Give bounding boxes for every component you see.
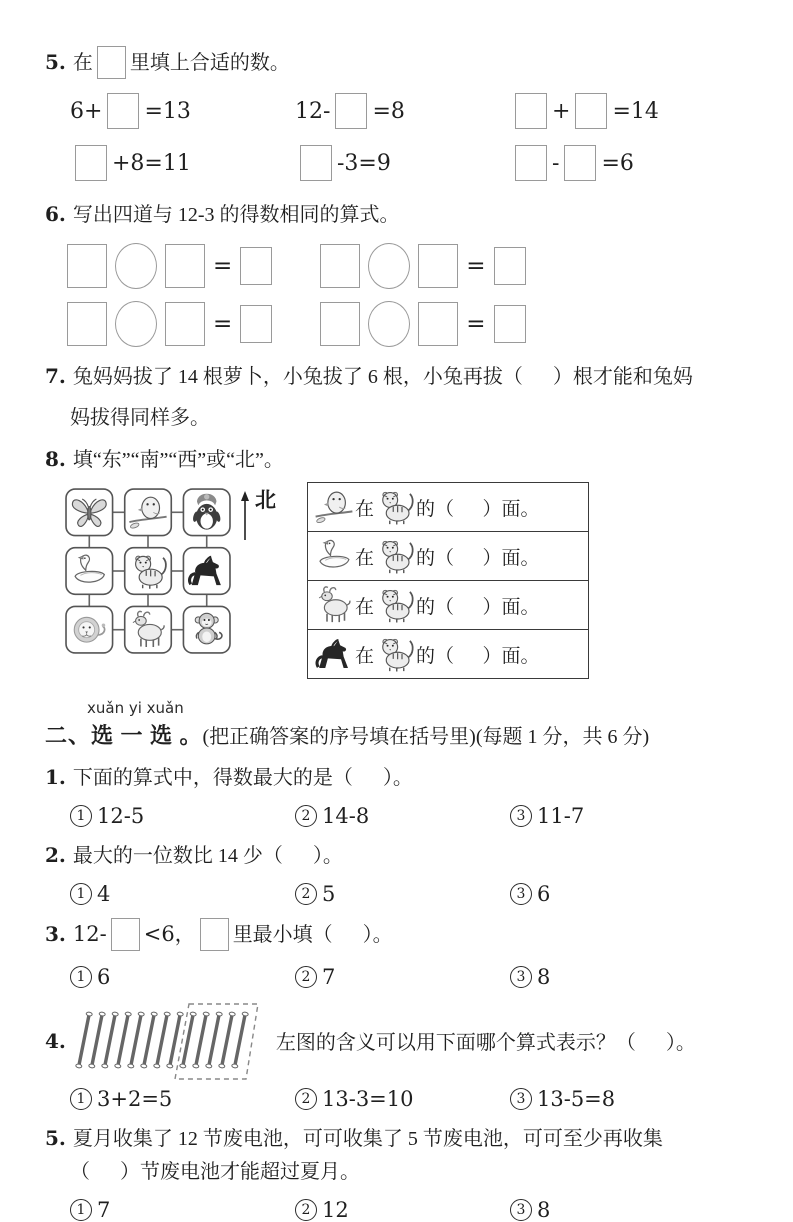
compass-label: 北: [255, 488, 276, 512]
equation: +8=11: [70, 145, 295, 181]
blank-box[interactable]: [200, 918, 229, 951]
option-3: 3 13-5=8: [510, 1087, 755, 1111]
option-2: 2 5: [295, 882, 510, 906]
blank-box[interactable]: [67, 244, 107, 288]
circled-number: 2: [295, 883, 317, 905]
circled-number: 1: [70, 1199, 92, 1221]
question-8-title: 8. 填“东”“南”“西”或“北”。: [45, 447, 284, 471]
circled-number: 1: [70, 966, 92, 988]
question-number: 7.: [45, 364, 66, 388]
equation-template: =: [320, 243, 525, 289]
blank-box[interactable]: [107, 93, 139, 129]
circled-number: 1: [70, 883, 92, 905]
direction-blank[interactable]: 的（ ）面。: [416, 498, 540, 520]
blank-box[interactable]: [165, 302, 205, 346]
blank-box[interactable]: [240, 305, 272, 343]
circled-number: 2: [295, 1199, 317, 1221]
circled-number: 3: [510, 883, 532, 905]
option-1: 1 4: [70, 882, 295, 906]
circled-number: 3: [510, 1088, 532, 1110]
s2-question-3: 3. 12- <6， 里最小填（ ）。: [45, 918, 755, 955]
blank-box[interactable]: [494, 305, 526, 343]
compass: [237, 490, 276, 542]
pinyin-annotation: xuǎn yi xuǎn: [87, 699, 184, 717]
equation-template: =: [67, 301, 272, 347]
q6-row: [67, 301, 755, 347]
table-row: 在 的（ ）面。: [308, 483, 588, 532]
question-7: [45, 361, 755, 434]
q5-equations: [70, 93, 755, 181]
option-3: 3 8: [510, 965, 755, 989]
options-row: [70, 882, 755, 906]
question-number: 8.: [45, 447, 66, 471]
table-row: 在 的（ ）面。: [308, 581, 588, 630]
s2-question-4: 4. 左图的含义可以用下面哪个算式表示？（ ）。: [45, 1001, 755, 1081]
equation: 6+ =13: [70, 93, 295, 129]
blank-box[interactable]: [494, 247, 526, 285]
operator-circle[interactable]: [115, 301, 157, 347]
circled-number: 2: [295, 966, 317, 988]
animal-grid-figure: [65, 488, 231, 654]
q6-row: [67, 243, 755, 289]
swan-icon: [313, 535, 355, 577]
option-2: 2 7: [295, 965, 510, 989]
direction-table: [307, 482, 589, 679]
options-row: [70, 965, 755, 989]
s2-question-2: 2. 最大的一位数比 14 少（ ）。: [45, 842, 343, 867]
tiger-icon: [374, 633, 416, 675]
option-1: 1 6: [70, 965, 295, 989]
blank-box[interactable]: [240, 247, 272, 285]
options-row: [70, 804, 755, 828]
circled-number: 3: [510, 805, 532, 827]
operator-circle[interactable]: [368, 301, 410, 347]
equation-template: =: [67, 243, 272, 289]
equation: - =6: [510, 145, 755, 181]
circled-number: 1: [70, 805, 92, 827]
question-7-line2: 妈拔得同样多。: [70, 407, 210, 429]
blank-box[interactable]: [418, 302, 458, 346]
equation: + =14: [510, 93, 755, 129]
circled-number: 3: [510, 966, 532, 988]
tiger-icon: [374, 535, 416, 577]
circled-number: 1: [70, 1088, 92, 1110]
option-3: 3 8: [510, 1198, 755, 1222]
operator-circle[interactable]: [115, 243, 157, 289]
question-number: 6.: [45, 202, 66, 226]
blank-box[interactable]: [320, 244, 360, 288]
direction-blank[interactable]: 的（ ）面。: [416, 645, 540, 667]
blank-box[interactable]: [575, 93, 607, 129]
blank-box[interactable]: [97, 46, 126, 79]
question-6-title: 6. 写出四道与 12-3 的得数相同的算式。: [45, 202, 400, 226]
option-2: 2 12: [295, 1198, 510, 1222]
s2-question-5-line2: （ ）节废电池才能超过夏月。: [70, 1160, 360, 1183]
options-row: [70, 1087, 755, 1111]
question-number: 5.: [45, 50, 66, 75]
options-row: [70, 1198, 755, 1222]
table-row: 在 的（ ）面。: [308, 532, 588, 581]
sticks-figure: [70, 1001, 262, 1081]
blank-box[interactable]: [320, 302, 360, 346]
operator-circle[interactable]: [368, 243, 410, 289]
section-2-heading: 二、选 一 选 。(把正确答案的序号填在括号里)(每题 1 分，共 6 分): [45, 722, 650, 748]
equation: 12- =8: [295, 93, 510, 129]
blank-box[interactable]: [300, 145, 332, 181]
tiger-icon: [374, 486, 416, 528]
blank-box[interactable]: [418, 244, 458, 288]
blank-box[interactable]: [111, 918, 140, 951]
option-1: 1 3+2=5: [70, 1087, 295, 1111]
equation: -3=9: [295, 145, 510, 181]
question-5-title: 5. 在 里填上合适的数。: [45, 46, 755, 83]
blank-box[interactable]: [75, 145, 107, 181]
blank-box[interactable]: [564, 145, 596, 181]
question-7-line1: 7. 兔妈妈拔了 14 根萝卜，小兔拔了 6 根，小兔再拔（ ）根才能和兔妈: [45, 364, 693, 388]
section-2: [45, 700, 755, 1222]
s2-question-5-line1: 5. 夏月收集了 12 节废电池，可可收集了 5 节废电池，可可至少再收集: [45, 1125, 663, 1150]
q8-figure: [45, 480, 755, 692]
circled-number: 2: [295, 1088, 317, 1110]
blank-box[interactable]: [515, 93, 547, 129]
horse-icon: [313, 633, 355, 675]
north-arrow-icon: [237, 490, 253, 542]
equation-template: =: [320, 301, 525, 347]
s2-question-1: 1. 下面的算式中，得数最大的是（ ）。: [45, 764, 413, 789]
option-3: 3 11-7: [510, 804, 755, 828]
option-1: 1 7: [70, 1198, 295, 1222]
question-5: [45, 46, 755, 181]
table-row: 在 的（ ）面。: [308, 630, 588, 678]
option-3: 3 6: [510, 882, 755, 906]
option-2: 2 13-3=10: [295, 1087, 510, 1111]
blank-box[interactable]: [67, 302, 107, 346]
blank-box[interactable]: [165, 244, 205, 288]
circled-number: 2: [295, 805, 317, 827]
blank-box[interactable]: [335, 93, 367, 129]
blank-box[interactable]: [515, 145, 547, 181]
bird-icon: [313, 486, 355, 528]
direction-blank[interactable]: 的（ ）面。: [416, 596, 540, 618]
circled-number: 3: [510, 1199, 532, 1221]
option-1: 1 12-5: [70, 804, 295, 828]
tiger-icon: [374, 584, 416, 626]
goat-icon: [313, 584, 355, 626]
question-8: [45, 444, 755, 692]
direction-blank[interactable]: 的（ ）面。: [416, 547, 540, 569]
option-2: 2 14-8: [295, 804, 510, 828]
question-6: [45, 199, 755, 347]
